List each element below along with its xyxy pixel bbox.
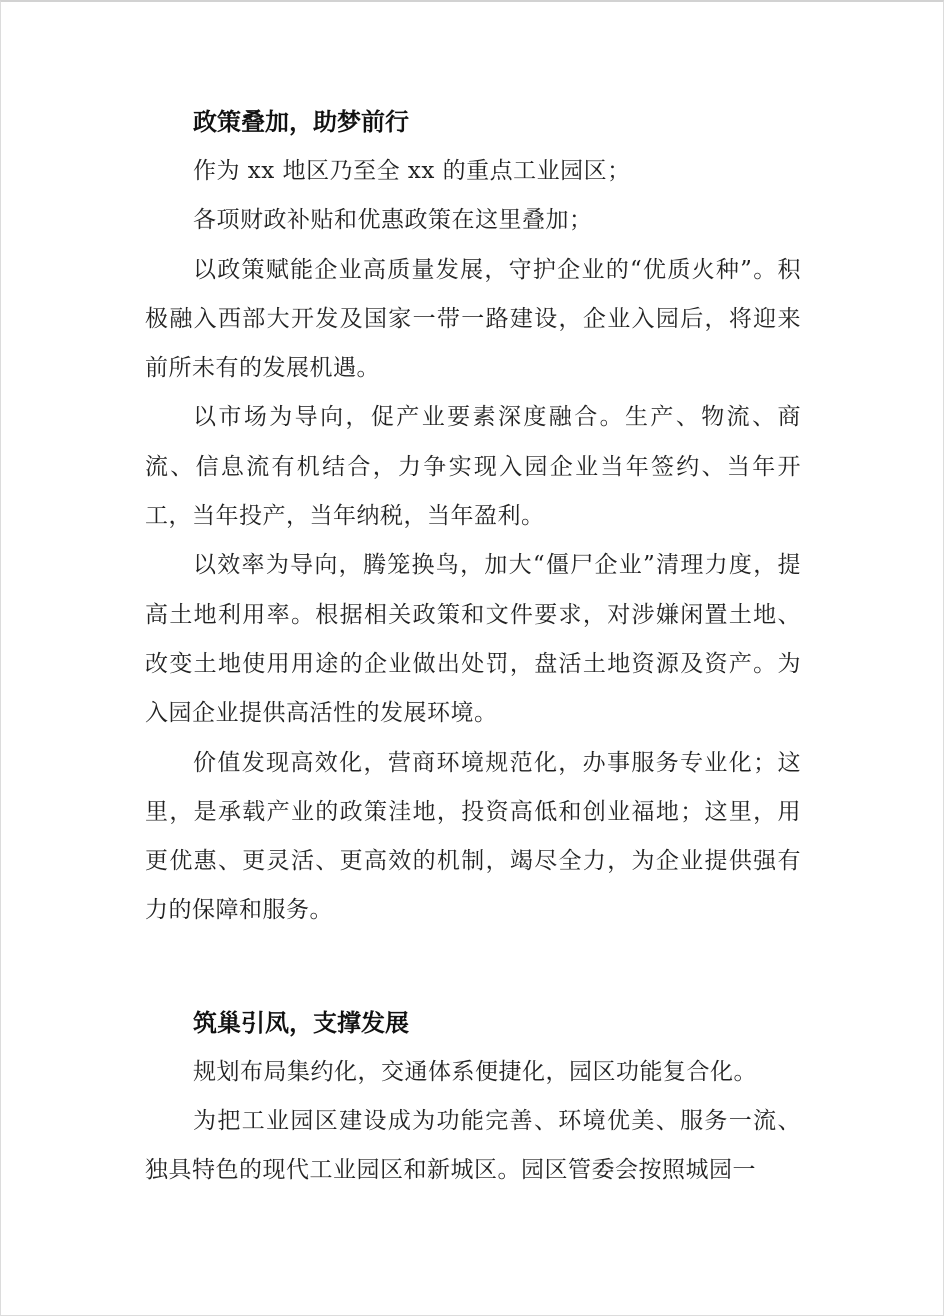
- paragraph: 规划布局集约化，交通体系便捷化，园区功能复合化。: [193, 1058, 757, 1085]
- paragraph: 以市场为导向，促产业要素深度融合。生产、物流、商流、信息流有机结合，力争实现入园企业当年签约、当年开工，当年投产，当年纳税，当年盈利。: [145, 404, 801, 530]
- paragraph: 为把工业园区建设成为功能完善、环境优美、服务一流、独具特色的现代工业园区和新城区。园区管委会按照城园一: [145, 1108, 801, 1184]
- paragraph: 各项财政补贴和优惠政策在这里叠加；: [193, 207, 593, 234]
- paragraph: 以政策赋能企业高质量发展，守护企业的“优质火种”。积极融入西部大开发及国家一带一路建设，企业入园后，将迎来前所未有的发展机遇。: [145, 256, 801, 382]
- paragraph: 作为 xx 地区乃至全 xx 的重点工业园区；: [193, 158, 631, 184]
- paragraph: 以效率为导向，腾笼换鸟，加大“僵尸企业”清理力度，提高土地利用率。根据相关政策和文件要求，对涉嫌闲置土地、改变土地使用用途的企业做出处罚，盘活土地资源及资产。为入园企业提供高活性的发展环境。: [145, 552, 801, 727]
- document-body: [145, 98, 801, 1196]
- section-title-nest: 筑巢引凤，支撑发展: [193, 1008, 409, 1037]
- section-spacer: [145, 936, 801, 999]
- section-title-policy: 政策叠加，助梦前行: [193, 108, 409, 136]
- paragraph: 价值发现高效化，营商环境规范化，办事服务专业化；这里，是承载产业的政策洼地，投资高低和创业福地；这里，用更优惠、更灵活、更高效的机制，竭尽全力，为企业提供强有力的保障和服务。: [145, 749, 801, 924]
